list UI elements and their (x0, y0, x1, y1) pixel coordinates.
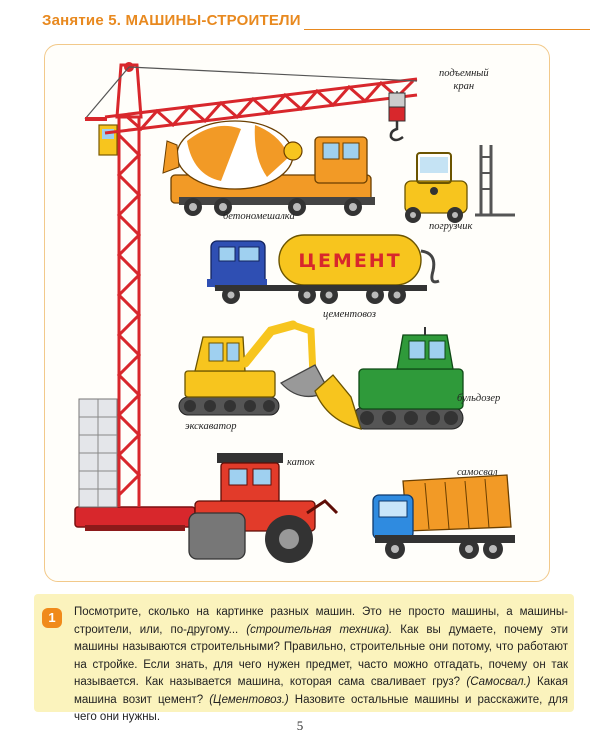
task-text-segment: Как вы думаете, почему эти машины называются строительными? Правильно, строительные они потому, что работают на стройке. Если знать, для чего нужен предмет, часто можно отгадать, почему он так называется. Как называется машина, которая сама сваливает груз? (74, 623, 569, 688)
forklift-loader (405, 145, 515, 223)
task-answer-segment: (Самосвал.) (466, 676, 531, 688)
task-text-segment: Назовите остальные машины и расскажите, для чего они нужны. (74, 693, 568, 723)
crane-counterweight (79, 399, 117, 507)
caption-cement-truck: цементовоз (323, 309, 376, 320)
excavator (179, 325, 329, 415)
caption-crane-line1: подъемный (439, 68, 489, 79)
task-answer-segment: (Цементовоз.) (209, 693, 289, 706)
caption-loader: погрузчик (429, 221, 473, 232)
task-text-segment: Какая машина возит цемент? (74, 676, 568, 706)
lesson-header (42, 12, 590, 36)
construction-machines-illustration (45, 45, 549, 581)
illustration-panel (44, 44, 550, 582)
page-number: 5 (296, 718, 304, 733)
caption-mixer: бетономешалка (223, 211, 295, 222)
task-text (74, 604, 568, 727)
dump-truck (373, 475, 515, 559)
header-underline (304, 29, 590, 30)
caption-crane-line2: кран (453, 81, 475, 92)
cement-truck (207, 235, 439, 304)
cement-tank-label: ЦЕМЕНТ (298, 250, 402, 272)
caption-roller: каток (287, 457, 315, 468)
concrete-mixer-truck (163, 121, 375, 216)
task-text-segment: Посмотрите, сколько на картинке разных машин. Это не просто машины, а машины-строители, или, по-другому... (74, 606, 568, 636)
caption-dump-truck: самосвал (457, 467, 498, 478)
bulldozer (315, 327, 463, 429)
lesson-title: Занятие 5. МАШИНЫ-СТРОИТЕЛИ (42, 12, 301, 29)
task-box (34, 594, 574, 723)
task-answer-segment: (строительная техника). (246, 623, 393, 636)
task-number-badge: 1 (42, 608, 62, 628)
road-roller (189, 453, 337, 563)
caption-excavator: экскаватор (185, 421, 237, 432)
caption-crane (439, 67, 489, 93)
caption-bulldozer: бульдозер (457, 393, 501, 404)
